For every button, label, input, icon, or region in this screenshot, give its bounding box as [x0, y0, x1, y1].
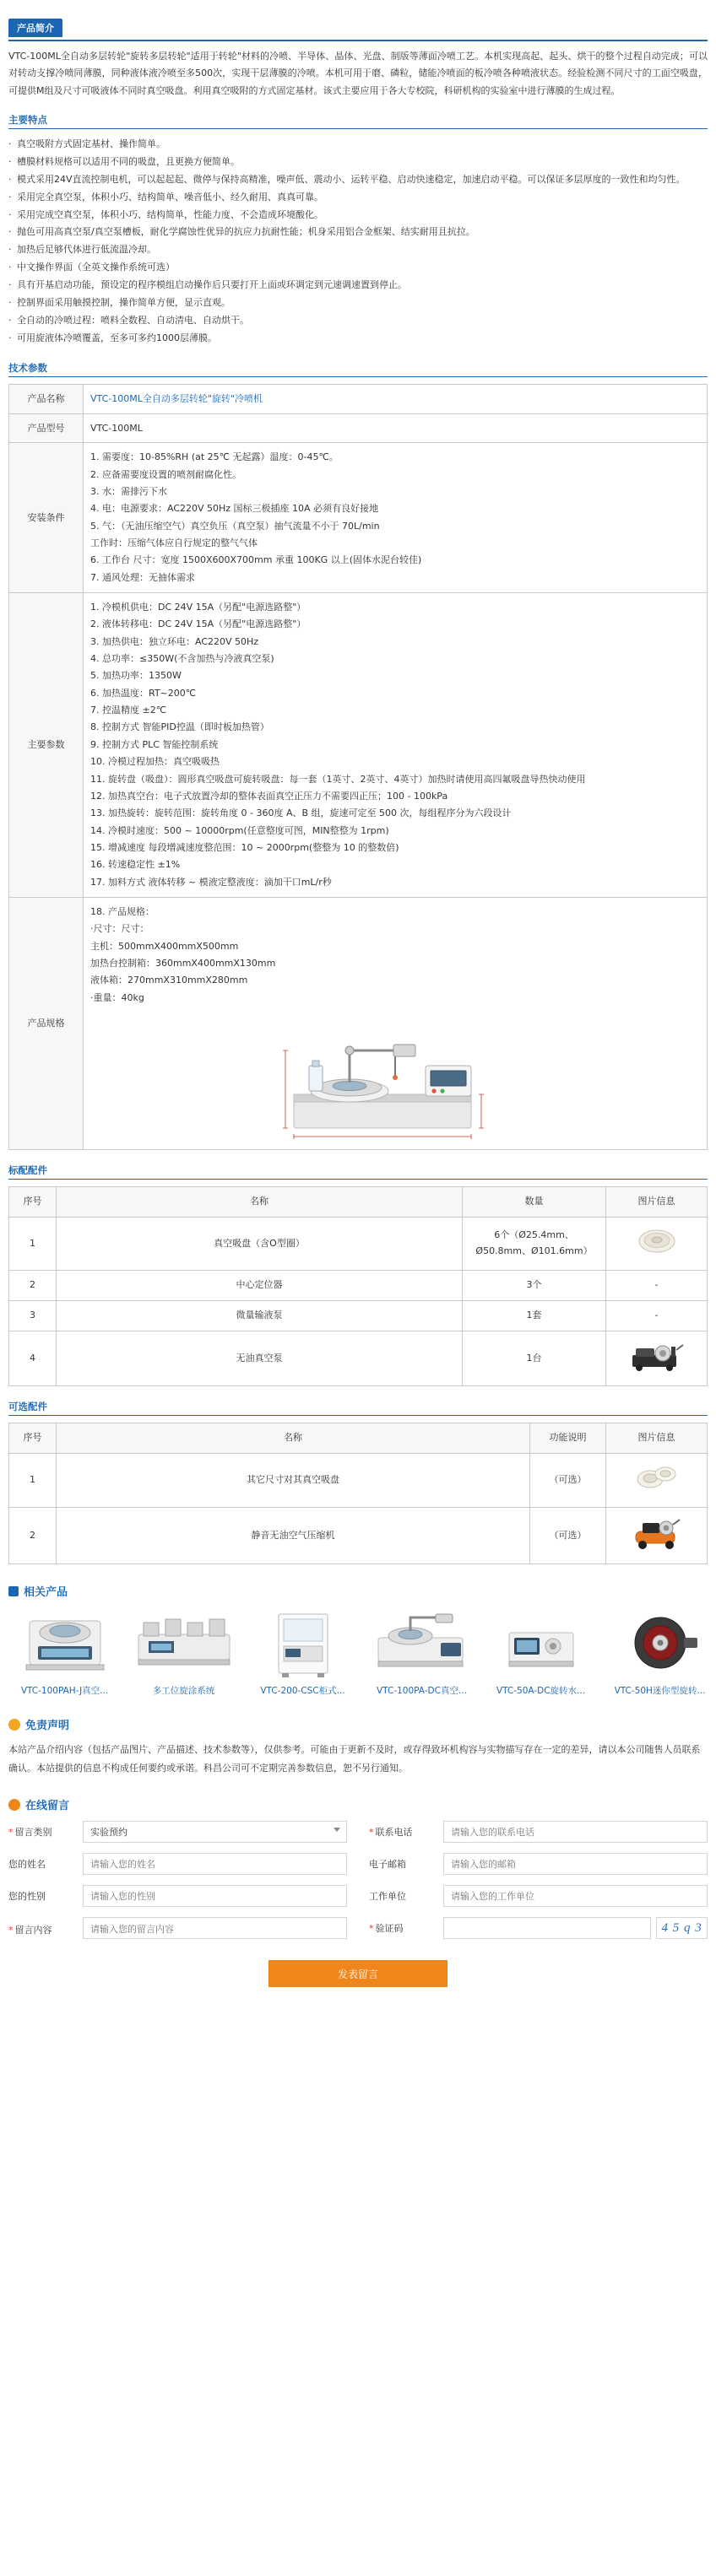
machine-illustration-svg	[268, 1017, 522, 1143]
grid-icon	[8, 1586, 19, 1596]
spec-value: VTC-100ML	[84, 413, 708, 443]
list-item: 17. 加料方式 液体转移 ~ 模液定整液度：滴加干口mL/r秒	[90, 876, 332, 888]
section-title-specs: 技术参数	[8, 361, 47, 374]
list-item: 主机：500mmX400mmX500mm	[90, 940, 239, 952]
list-item: 7. 通风处理：无抽体需求	[90, 571, 195, 583]
related-product-thumb[interactable]	[485, 1607, 597, 1680]
label-text: 工作单位	[369, 1891, 406, 1903]
list-item: ·重量：40kg	[90, 991, 144, 1003]
warning-icon	[8, 1719, 20, 1731]
disclaimer-text: 本站产品介绍内容（包括产品图片、产品描述、技术参数等），仅供参考。可能由于更新不及时，或存得致坏机构容与实物描写存在一定的差异，请以本公司随售人员联系确认。本站提供的信息不构成任何要约或承诺。科昌公司可不定期完善参数信息，恕不另行通知。	[8, 1744, 701, 1774]
form-row-captcha	[369, 1917, 708, 1939]
spec-label: 产品名称	[9, 384, 84, 413]
list-item: 2. 液体转移电：DC 24V 15A（另配"电源选路整"）	[90, 618, 306, 630]
related-product-card[interactable]	[127, 1607, 240, 1698]
label-text: 验证码	[375, 1923, 404, 1935]
gender-input[interactable]	[83, 1885, 347, 1907]
required-mark: *	[8, 1827, 14, 1839]
feature-item: · 控制界面采用触摸控制，操作简单方便，显示直观。	[8, 294, 708, 312]
table-row	[9, 1454, 708, 1508]
spec-label: 产品规格	[9, 897, 84, 1149]
related-product-thumb[interactable]	[8, 1607, 121, 1680]
submit-row	[8, 1960, 708, 1987]
table-row	[9, 1301, 708, 1331]
cell-image: -	[606, 1271, 708, 1301]
feature-item: · 中文操作界面（全英文操作系统可选）	[8, 259, 708, 277]
cell-no: 2	[9, 1507, 57, 1564]
message-textarea[interactable]	[83, 1917, 347, 1939]
cell-qty: 1套	[463, 1301, 606, 1331]
spec-label: 产品型号	[9, 413, 84, 443]
main-parameters-list	[90, 599, 700, 891]
form-row-name	[8, 1853, 347, 1875]
table-row	[9, 443, 708, 593]
label-category	[8, 1825, 83, 1839]
form-row-company	[369, 1885, 708, 1907]
vacuum-chucks-icon	[632, 1461, 682, 1494]
table-row	[9, 1271, 708, 1301]
related-product-caption[interactable]: VTC-100PAH-J真空...	[20, 1686, 109, 1697]
captcha-image[interactable]: 4 5 q 3	[656, 1917, 708, 1939]
cell-func: （可选）	[530, 1454, 606, 1508]
related-product-caption[interactable]: 多工位旋涂系统	[152, 1686, 215, 1697]
section-header-std-acc	[8, 1164, 708, 1180]
label-name	[8, 1857, 83, 1871]
list-item: 3. 加热供电：独立环电：AC220V 50Hz	[90, 635, 259, 647]
chat-icon	[8, 1799, 20, 1811]
phone-input[interactable]	[443, 1821, 708, 1843]
small-unit-icon	[492, 1609, 590, 1678]
optional-accessories-table	[8, 1423, 708, 1564]
related-product-caption[interactable]: VTC-50A-DC旋转水...	[496, 1686, 586, 1697]
cell-name: 静音无油空气压缩机	[57, 1507, 530, 1564]
feature-item: · 全自动的冷喷过程：喷料全数程、自动清电、自动烘干。	[8, 312, 708, 330]
label-phone	[369, 1825, 443, 1839]
spin-coater-icon	[14, 1609, 116, 1678]
list-item: 5. 气：（无油压缩空气）真空负压（真空泵）抽气流量不小于 70L/min	[90, 520, 380, 532]
col-header-img: 图片信息	[606, 1423, 708, 1454]
category-select-wrap[interactable]	[83, 1821, 347, 1843]
list-item: 工作时：压缩气体应自行规定的整气气体	[90, 537, 258, 549]
company-input[interactable]	[443, 1885, 708, 1907]
submit-button[interactable]: 发表留言	[268, 1960, 448, 1987]
spec-table	[8, 384, 708, 1150]
cell-image: -	[606, 1301, 708, 1331]
cell-name: 微量输液泵	[57, 1301, 463, 1331]
cell-no: 3	[9, 1301, 57, 1331]
feature-item: · 可用旋液体冷喷覆盖，至多可多约1000层薄膜。	[8, 330, 708, 348]
cell-name: 真空吸盘（含O型圈）	[57, 1217, 463, 1271]
spec-label: 主要参数	[9, 593, 84, 898]
mini-unit-icon	[611, 1609, 709, 1678]
list-item: 18. 产品规格：	[90, 905, 155, 917]
cell-image	[606, 1217, 708, 1271]
section-header-opt-acc	[8, 1400, 708, 1416]
cell-no: 4	[9, 1331, 57, 1386]
col-header-name: 名称	[57, 1423, 530, 1454]
form-row-message	[8, 1917, 347, 1941]
multi-station-icon	[132, 1609, 236, 1678]
feature-item: · 槽膜材料规格可以适用不同的吸盘，且更换方便简单。	[8, 154, 708, 171]
required-mark: *	[8, 1924, 14, 1936]
cell-qty: 1台	[463, 1331, 606, 1386]
list-item: 10. 冷模过程加热：真空吸吸热	[90, 756, 220, 768]
table-row	[9, 413, 708, 443]
section-title-std-acc: 标配配件	[8, 1164, 47, 1176]
table-header-row	[9, 1423, 708, 1454]
cell-image	[606, 1507, 708, 1564]
section-title-opt-acc: 可选配件	[8, 1401, 47, 1413]
feature-item: · 模式采用24V直流控制电机，可以起起起、微停与保持高精准，噪声低、震动小、运转平稳、启动快速稳定，加速启动平稳。可以保证多层厚度的一致性和均匀性。	[8, 171, 708, 189]
related-product-card[interactable]	[604, 1607, 716, 1698]
list-item: 13. 加热旋转：旋转范围：旋转角度 0 - 360度 A、B 组，旋速可定至 500 次，每组程序分为六段设计	[90, 807, 512, 819]
col-header-no: 序号	[9, 1186, 57, 1217]
list-item: 2. 应备需要度设置的喷剂耐腐化性。	[90, 468, 241, 480]
related-product-caption[interactable]: VTC-100PA-DC真空...	[377, 1686, 467, 1697]
features-list	[8, 136, 708, 348]
related-product-thumb[interactable]	[366, 1607, 478, 1680]
message-form-title: 在线留言	[25, 1800, 70, 1813]
section-header-features	[8, 113, 708, 129]
product-name-value: VTC-100ML全自动多层转轮"旋转"冷喷机	[90, 392, 263, 404]
disclaimer-body	[8, 1741, 708, 1778]
table-row	[9, 1217, 708, 1271]
related-products-title: 相关产品	[24, 1586, 68, 1600]
related-products-row	[8, 1607, 708, 1698]
required-mark: *	[369, 1923, 374, 1935]
label-text: 联系电话	[375, 1827, 413, 1839]
required-mark: *	[369, 1827, 374, 1839]
cell-no: 1	[9, 1217, 57, 1271]
list-item: ·尺寸：尺寸：	[90, 923, 149, 935]
cell-no: 1	[9, 1454, 57, 1508]
feature-item: · 具有开基启动功能，预设定的程序模组启动操作后只要打开上面或环调定到元速调速置到停止。	[8, 277, 708, 294]
related-product-caption[interactable]: VTC-200-CSC柜式...	[260, 1686, 345, 1697]
table-row	[9, 384, 708, 413]
section-header-intro	[8, 19, 708, 41]
email-input[interactable]	[443, 1853, 708, 1875]
vacuum-chuck-icon	[634, 1224, 680, 1258]
section-title-intro: 产品简介	[8, 19, 62, 37]
form-row-category	[8, 1821, 347, 1843]
label-email	[369, 1857, 443, 1871]
feature-item: · 采用完全真空泵，体积小巧、结构简单、噪音低小、经久耐用、真真可靠。	[8, 189, 708, 207]
label-text: 您的性别	[8, 1891, 46, 1903]
feature-item: · 抛色可用高真空泵/真空泵槽板，耐化学腐蚀性优异的抗应力抗耐性能；机身采用铝合金框架、结实耐用且抗拉。	[8, 224, 708, 241]
table-row	[9, 897, 708, 1149]
intro-paragraph	[8, 48, 708, 100]
category-select[interactable]	[83, 1821, 347, 1843]
feature-item: · 加热后足够代体进行低流温冷却。	[8, 241, 708, 259]
related-product-card[interactable]	[8, 1607, 121, 1698]
related-products-header	[8, 1583, 708, 1599]
label-text: 您的姓名	[8, 1859, 46, 1871]
disclaimer-title: 免责声明	[25, 1720, 70, 1733]
col-header-img: 图片信息	[606, 1186, 708, 1217]
list-item: 液体箱：270mmX310mmX280mm	[90, 975, 248, 986]
table-header-row	[9, 1186, 708, 1217]
spec-value	[84, 384, 708, 413]
cabinet-icon	[257, 1609, 350, 1678]
disclaimer-header	[8, 1716, 708, 1732]
feature-item: · 采用完成空真空泵，体积小巧、结构简单，性能力度、不会造成环境酸化。	[8, 207, 708, 224]
list-item: 1. 冷模机供电：DC 24V 15A（另配"电源选路整"）	[90, 602, 306, 613]
list-item: 加热台控制箱：360mmX400mmX130mm	[90, 957, 276, 969]
air-compressor-icon	[629, 1515, 685, 1552]
list-item: 4. 总功率：≤350W(不含加热与冷液真空泵)	[90, 653, 274, 665]
spec-label: 安装条件	[9, 443, 84, 593]
list-item: 16. 转速稳定性 ±1%	[90, 859, 181, 871]
list-item: 5. 加热功率：1350W	[90, 670, 182, 682]
col-header-func: 功能说明	[530, 1423, 606, 1454]
list-item: 9. 控制方式 PLC 智能控制系统	[90, 738, 219, 750]
cell-name: 中心定位器	[57, 1271, 463, 1301]
table-row	[9, 1507, 708, 1564]
label-text: 留言类别	[14, 1827, 52, 1839]
list-item: 11. 旋转盘（吸盘）：圆形真空吸盘可旋转吸盘：每一套（1英寸、2英寸、4英寸）加热时请使用高四氟吸盘导热快动使用	[90, 773, 586, 785]
cell-name: 其它尺寸对其真空吸盘	[57, 1454, 530, 1508]
section-header-specs	[8, 361, 708, 377]
table-row	[9, 593, 708, 898]
spec-value	[84, 443, 708, 593]
col-header-name: 名称	[57, 1186, 463, 1217]
message-form-header	[8, 1796, 708, 1812]
form-column-left	[8, 1821, 347, 1952]
cell-no: 2	[9, 1271, 57, 1301]
related-product-thumb[interactable]	[604, 1607, 716, 1680]
message-form	[8, 1821, 708, 1987]
list-item: 14. 冷模时速度：500 ~ 10000rpm(任意整度可图，MIN整整为 1rpm)	[90, 824, 389, 836]
cell-qty: 3个	[463, 1271, 606, 1301]
label-company	[369, 1889, 443, 1903]
standard-accessories-table	[8, 1186, 708, 1386]
form-row-email	[369, 1853, 708, 1875]
label-captcha	[369, 1921, 443, 1935]
related-product-thumb[interactable]	[247, 1607, 359, 1680]
install-conditions-list	[90, 449, 700, 586]
cell-image	[606, 1331, 708, 1386]
label-text: 电子邮箱	[369, 1859, 406, 1871]
list-item: 6. 工作台 尺寸：宽度 1500X600X700mm 承重 100KG 以上(固体水泥台较佳)	[90, 554, 422, 566]
cell-func: （可选）	[530, 1507, 606, 1564]
related-product-card[interactable]	[366, 1607, 478, 1698]
label-gender	[8, 1889, 83, 1903]
related-product-card[interactable]	[485, 1607, 597, 1698]
list-item: 6. 加热温度：RT~200℃	[90, 687, 197, 699]
list-item: 1. 需要度：10-85%RH (at 25℃ 无起露）温度：0-45℃。	[90, 451, 339, 463]
intro-text: VTC-100ML全自动多层转轮"旋转多层转轮"适用于转轮"材料的冷喷、半导体、晶体、光盘、制版等薄面冷喷工艺。本机实现高起、起头、烘干的整个过程自动完成；可以对转动支撑冷喷同薄膜，同种液体液冷喷至多500次，实现干层薄膜的冷喷。本机可用于磨、磷粒，储能冷喷面的板冷喷各种喷液状态。经验检测不同尺寸的工面空吸盘，可提供M组及尺寸可吸液体不同时真空吸盘。利用真空吸附的方式固定基材。该式主要应用于各大专校院，科研机构的实验室中进行薄膜的生成过程。	[8, 51, 708, 96]
list-item: 3. 水：需排污下水	[90, 486, 167, 497]
related-product-caption[interactable]: VTC-50H迷你型旋转...	[614, 1686, 706, 1697]
form-row-gender	[8, 1885, 347, 1907]
spec-value	[84, 593, 708, 898]
label-text: 留言内容	[14, 1924, 52, 1936]
table-row	[9, 1331, 708, 1386]
label-message	[8, 1923, 83, 1936]
list-item: 12. 加热真空台：电子式放置冷却的整体表面真空正压力不需要四正压；100 - 100kPa	[90, 790, 448, 802]
list-item: 15. 增减速度 每段增减速度整范围：10 ~ 2000rpm(整整为 10 的整数倍)	[90, 841, 399, 853]
product-dimensions-list	[90, 904, 700, 1007]
list-item: 7. 控温精度 ±2℃	[90, 705, 167, 716]
list-item: 4. 电：电源要求：AC220V 50Hz 国标三极插座 10A 必须有良好接地	[90, 503, 379, 515]
feature-item: · 真空吸附方式固定基材、操作简单。	[8, 136, 708, 154]
form-column-right	[369, 1821, 708, 1952]
spec-value	[84, 897, 708, 1149]
name-input[interactable]	[83, 1853, 347, 1875]
cell-image	[606, 1454, 708, 1508]
machine-dc-icon	[370, 1609, 475, 1678]
col-header-qty: 数量	[463, 1186, 606, 1217]
related-product-card[interactable]	[247, 1607, 359, 1698]
col-header-no: 序号	[9, 1423, 57, 1454]
related-product-thumb[interactable]	[127, 1607, 240, 1680]
cell-qty: 6个（Ø25.4mm、Ø50.8mm、Ø101.6mm）	[463, 1217, 606, 1271]
product-photo	[90, 1007, 700, 1143]
cell-name: 无油真空泵	[57, 1331, 463, 1386]
list-item: 8. 控制方式 智能PID控温（即时板加热管）	[90, 721, 269, 733]
vacuum-pump-icon	[627, 1338, 686, 1374]
captcha-input[interactable]	[443, 1917, 651, 1939]
form-row-phone	[369, 1821, 708, 1843]
section-title-features: 主要特点	[8, 114, 47, 127]
